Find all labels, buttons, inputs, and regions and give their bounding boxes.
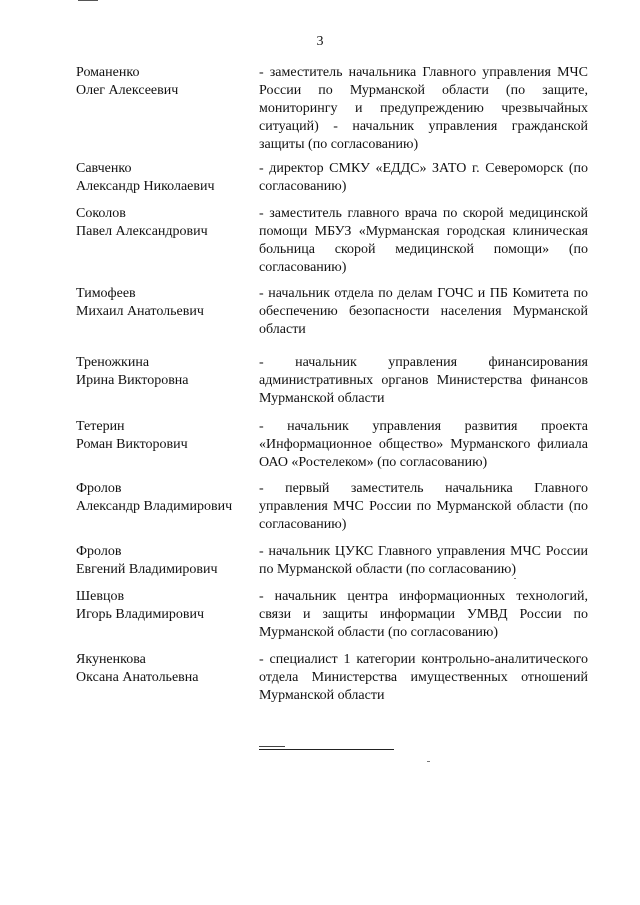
member-name xyxy=(76,354,256,390)
member-surname: Тимофеев xyxy=(76,286,136,301)
member-surname: Шевцов xyxy=(76,589,125,604)
member-role: - заместитель начальника Главного управления МЧС России по Мурманской области (по защите, мониторингу и предупреждению чрезвычайных ситуаций) - начальник управления гражданской защиты (по согласованию) xyxy=(259,65,588,152)
scan-speck xyxy=(427,761,430,762)
member-role: - начальник управления развития проекта «Информационное общество» Мурманского филиала ОАО «Ростелеком» (по согласованию) xyxy=(259,419,588,470)
member-given-name: Евгений Владимирович xyxy=(76,562,218,577)
member-given-name: Олег Алексеевич xyxy=(76,83,179,98)
member-surname: Савченко xyxy=(76,161,132,176)
member-role: - начальник центра информационных технологий, связи и защиты информации УМВД России по Мурманской области (по согласованию) xyxy=(259,589,588,640)
member-role: - начальник ЦУКС Главного управления МЧС России по Мурманской области (по согласованию) xyxy=(259,544,588,577)
member-given-name: Павел Александрович xyxy=(76,224,208,239)
member-role: - начальник управления финансирования административных органов Министерства финансов Мурманской области xyxy=(259,355,588,406)
member-name xyxy=(76,205,256,241)
member-role: - первый заместитель начальника Главного управления МЧС России по Мурманской области (по согласованию) xyxy=(259,481,588,532)
member-surname: Треножкина xyxy=(76,355,150,370)
member-surname: Соколов xyxy=(76,206,126,221)
member-name xyxy=(76,588,256,624)
page-number: 3 xyxy=(316,34,324,49)
member-role: - начальник отдела по делам ГОЧС и ПБ Комитета по обеспечению безопасности населения Мурманской области xyxy=(259,286,588,337)
member-name xyxy=(76,480,256,516)
member-name xyxy=(76,285,256,321)
member-name xyxy=(76,543,256,579)
closing-rule xyxy=(259,749,394,750)
member-given-name: Ирина Викторовна xyxy=(76,373,189,388)
member-role: - специалист 1 категории контрольно-аналитического отдела Министерства имущественных отношений Мурманской области xyxy=(259,652,588,703)
member-name xyxy=(76,651,256,687)
member-surname: Романенко xyxy=(76,65,140,80)
scan-mark xyxy=(78,0,98,1)
member-given-name: Михаил Анатольевич xyxy=(76,304,204,319)
member-surname: Якуненкова xyxy=(76,652,146,667)
member-name xyxy=(76,64,256,100)
member-given-name: Александр Николаевич xyxy=(76,179,215,194)
member-surname: Фролов xyxy=(76,544,122,559)
member-given-name: Оксана Анатольевна xyxy=(76,670,199,685)
member-given-name: Александр Владимирович xyxy=(76,499,233,514)
member-role: - директор СМКУ «ЕДДС» ЗАТО г. Североморск (по согласованию) xyxy=(259,161,588,194)
member-given-name: Роман Викторович xyxy=(76,437,188,452)
member-name xyxy=(76,418,256,454)
member-role: - заместитель главного врача по скорой медицинской помощи МБУЗ «Мурманская городская клиническая больница скорой медицинской помощи» (по согласованию) xyxy=(259,206,588,275)
member-name xyxy=(76,160,256,196)
member-given-name: Игорь Владимирович xyxy=(76,607,205,622)
member-surname: Тетерин xyxy=(76,419,125,434)
member-surname: Фролов xyxy=(76,481,122,496)
scan-speck xyxy=(514,578,516,579)
